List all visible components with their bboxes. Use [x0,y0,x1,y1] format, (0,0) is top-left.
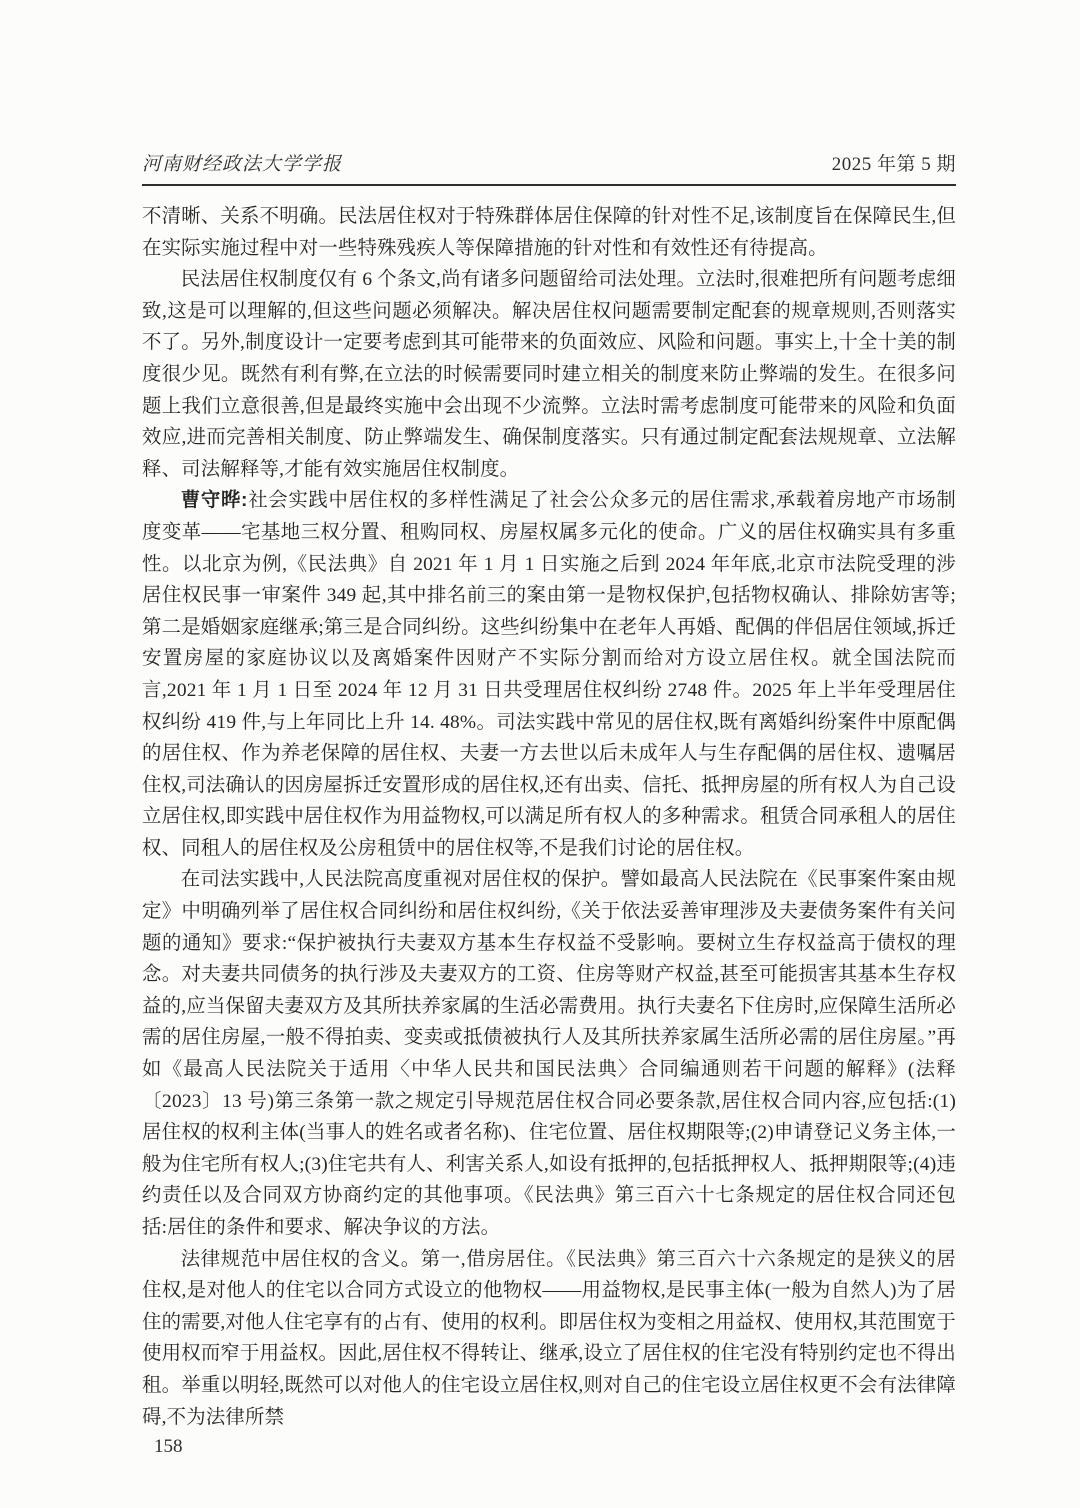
article-body [0,186,1080,1433]
paragraph-continuation [142,201,956,264]
paragraph-legislation [142,264,956,485]
paragraph-text: 不清晰、关系不明确。民法居住权对于特殊群体居住保障的针对性不足,该制度旨在保障民生,但在实际实施过程中对一些特殊残疾人等保障措施的针对性和有效性还有待提高。 [142,206,956,259]
issue-label: 2025 年第 5 期 [831,154,956,175]
speaker-name: 曹守晔: [180,489,248,512]
page-header [0,0,1080,176]
paragraph-legal-meaning [142,1244,956,1434]
paragraph-judicial-practice [142,864,956,1243]
paragraph-text: 社会实践中居住权的多样性满足了社会公众多元的居住需求,承载着房地产市场制度变革——宅基地三权分置、租购同权、房屋权属多元化的使命。广义的居住权确实具有多重性。以北京为例,《民法典》自 2021 年 1 月 1 日实施之后到 2024 年年底,北京市法院受理的涉居住权民事一审案件 349 起,其中排名前三的案由第一是物权保护,包括物权确认、排除妨害等;第二是婚姻家庭继承;第三是合同纠纷。这些纠纷集中在老年人再婚、配偶的伴侣居住领域,拆迁安置房屋的家庭协议以及离婚案件因财产不实际分割而给对方设立居住权。就全国法院而言,2021 年 1 月 1 日至 2024 年 12 月 31 日共受理居住权纠纷 2748 件。2025 年上半年受理居住权纠纷 419 件,与上年同比上升 14. 48%。司法实践中常见的居住权,既有离婚纠纷案件中原配偶的居住权、作为养老保障的居住权、夫妻一方去世以后未成年人与生存配偶的居住权、遗嘱居住权,司法确认的因房屋拆迁安置形成的居住权,还有出卖、信托、抵押房屋的所有权人为自己设立居住权,即实践中居住权作为用益物权,可以满足所有权人的多种需求。租赁合同承租人的居住权、同租人的居住权及公房租赁中的居住权等,不是我们讨论的居住权。 [142,490,957,859]
journal-name: 河南财经政法大学学报 [142,154,343,175]
paragraph-text: 法律规范中居住权的含义。第一,借房居住。《民法典》第三百六十六条规定的是狭义的居住权,是对他人的住宅以合同方式设立的他物权——用益物权,是民事主体(一般为自然人)为了居住的需要,对他人住宅享有的占有、使用的权利。即居住权为变相之用益权、使用权,其范围宽于使用权而窄于用益权。因此,居住权不得转让、继承,设立了居住权的住宅没有特别约定也不得出租。举重以明轻,既然可以对他人的住宅设立居住权,则对自己的住宅设立居住权更不会有法律障碍,不为法律所禁 [142,1248,956,1428]
paragraph-text: 民法居住权制度仅有 6 个条文,尚有诸多问题留给司法处理。立法时,很难把所有问题考虑细致,这是可以理解的,但这些问题必须解决。解决居住权问题需要制定配套的规章规则,否则落实不了。另外,制度设计一定要考虑到其可能带来的负面效应、风险和问题。事实上,十全十美的制度很少见。既然有利有弊,在立法的时候需要同时建立相关的制度来防止弊端的发生。在很多问题上我们立意很善,但是最终实施中会出现不少流弊。立法时需考虑制度可能带来的风险和负面效应,进而完善相关制度、防止弊端发生、确保制度落实。只有通过制定配套法规规章、立法解释、司法解释等,才能有效实施居住权制度。 [142,269,956,480]
paragraph-speaker-cao [142,485,956,864]
paragraph-text: 在司法实践中,人民法院高度重视对居住权的保护。譬如最高人民法院在《民事案件案由规定》中明确列举了居住权合同纠纷和居住权纠纷,《关于依法妥善审理涉及夫妻债务案件有关问题的通知》要求:“保护被执行夫妻双方基本生存权益不受影响。要树立生存权益高于债权的理念。对夫妻共同债务的执行涉及夫妻双方的工资、住房等财产权益,甚至可能损害其基本生存权益的,应当保留夫妻双方及其所扶养家属的生活必需费用。执行夫妻名下住房时,应保障生活所必需的居住房屋,一般不得拍卖、变卖或抵债被执行人及其所扶养家属生活所必需的居住房屋。”再如《最高人民法院关于适用〈中华人民共和国民法典〉合同编通则若干问题的解释》(法释〔2023〕13 号)第三条第一款之规定引导规范居住权合同必要条款,居住权合同内容,应包括:(1)居住权的权利主体(当事人的姓名或者名称)、住宅位置、居住权期限等;(2)申请登记义务主体,一般为住宅所有权人;(3)住宅共有人、利害关系人,如设有抵押的,包括抵押权人、抵押期限等;(4)违约责任以及合同双方协商约定的其他事项。《民法典》第三百六十七条规定的居住权合同还包括:居住的条件和要求、解决争议的方法。 [142,869,956,1238]
page-footer [0,1433,1080,1458]
page-number: 158 [154,1436,183,1458]
